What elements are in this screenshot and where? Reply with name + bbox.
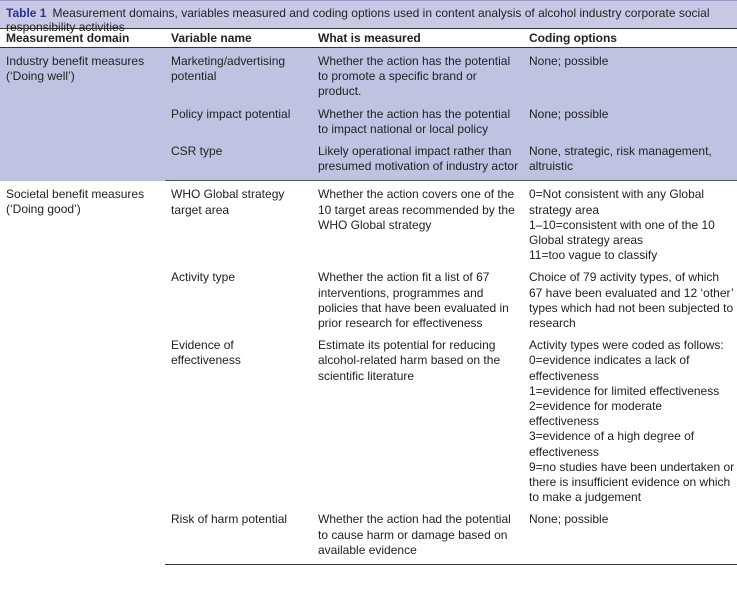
- header-coding-options: Coding options: [523, 29, 737, 48]
- coding-cell: [523, 511, 737, 564]
- coding-line: 1–10=consistent with one of the 10 Global strategy areas: [529, 217, 715, 248]
- domain-industry: Industry benefit measures (‘Doing well’): [0, 48, 165, 181]
- coding-line: 0=Not consistent with any Global strategy area: [529, 187, 705, 217]
- table-row: [0, 48, 737, 106]
- coding-cell: [523, 337, 737, 511]
- coding-line: Choice of 79 activity types, of which 67 have been evaluated and 12 ‘other’ types which had not been subjected to research: [529, 270, 734, 331]
- coding-line: 9=no studies have been undertaken or there is insufficient evidence on which to make a judgement: [529, 459, 735, 505]
- coding-line: None; possible: [529, 512, 609, 527]
- coding-cell: [523, 181, 737, 270]
- measured-cell: Whether the action had the potential to cause harm or damage based on available evidence: [312, 511, 523, 564]
- coding-line: Activity types were coded as follows:: [529, 338, 724, 353]
- variable-cell: CSR type: [165, 143, 312, 181]
- variable-cell: Activity type: [171, 270, 236, 285]
- industry-section: [0, 48, 737, 181]
- measured-cell: Estimate its potential for reducing alcohol-related harm based on the scientific literature: [318, 338, 501, 383]
- measured-cell: Whether the action fit a list of 67 interventions, programmes and policies that have been evaluated in prior research for effectiveness: [318, 270, 509, 331]
- coding-line: 3=evidence of a high degree of effectiveness: [529, 429, 695, 459]
- societal-section: [0, 181, 737, 565]
- coding-cell: [523, 269, 737, 337]
- coding-cell: None; possible: [523, 48, 737, 106]
- variable-cell: Policy impact potential: [165, 106, 312, 143]
- measured-cell: Whether the action has the potential to promote a specific brand or product.: [312, 48, 523, 106]
- coding-line: 11=too vague to classify: [529, 248, 658, 263]
- table-caption: [0, 0, 737, 34]
- coding-line: 2=evidence for moderate effectiveness: [529, 399, 663, 429]
- measured-cell: Whether the action covers one of the 10 target areas recommended by the WHO Global strategy: [318, 187, 515, 232]
- measured-cell: Likely operational impact rather than presumed motivation of industry actor: [312, 143, 523, 181]
- header-what-is-measured: What is measured: [312, 29, 523, 48]
- coding-cell: None; possible: [523, 106, 737, 143]
- variable-cell: WHO Global strategy target area: [171, 187, 285, 217]
- caption-text: Measurement domains, variables measured and coding options used in content analysis of alcohol industry corporate social responsibility activities: [6, 6, 710, 34]
- coding-cell: None, strategic, risk management, altruistic: [523, 143, 737, 181]
- header-measurement-domain: Measurement domain: [0, 29, 165, 48]
- coding-line: 0=evidence indicates a lack of effectiveness: [529, 353, 690, 383]
- table-row: [0, 181, 737, 270]
- variable-cell: Evidence of effectiveness: [171, 338, 241, 368]
- measurement-table: [0, 28, 737, 565]
- header-row: [0, 29, 737, 48]
- variable-cell: Marketing/advertising potential: [165, 48, 312, 106]
- header-variable-name: Variable name: [165, 29, 312, 48]
- table-label: Table 1: [6, 6, 47, 20]
- variable-cell: Risk of harm potential: [165, 511, 312, 564]
- domain-societal: Societal benefit measures (‘Doing good’): [6, 186, 145, 217]
- coding-line: 1=evidence for limited effectiveness: [529, 383, 720, 398]
- measured-cell: Whether the action has the potential to impact national or local policy: [312, 106, 523, 143]
